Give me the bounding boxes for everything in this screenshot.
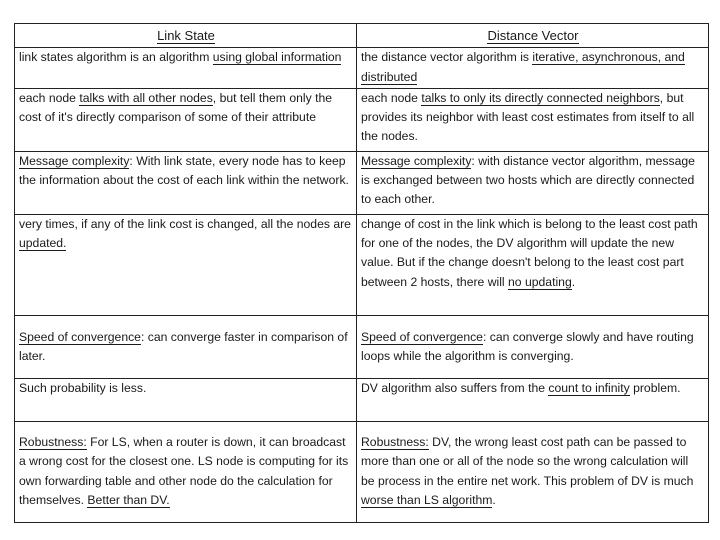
header-cell-left	[15, 24, 357, 48]
cell-distance-vector	[357, 214, 709, 315]
underlined-text: no updating	[508, 274, 572, 289]
cell-text: : with distance vector algorithm, message is exchanged between two hosts which are directly connected to each other.	[361, 153, 695, 207]
underlined-text: Message complexity	[19, 153, 130, 168]
cell-text: DV algorithm also suffers from the	[361, 380, 549, 395]
underlined-text: Speed of convergence	[361, 329, 483, 344]
underlined-text: using global information	[212, 50, 342, 65]
cell-link-state	[15, 151, 357, 214]
cell-distance-vector	[357, 48, 709, 89]
table-row	[15, 214, 709, 315]
cell-distance-vector	[357, 151, 709, 214]
cell-link-state	[15, 421, 357, 522]
cell-text: link states algorithm is an algorithm	[19, 50, 213, 65]
comparison-table	[14, 23, 709, 523]
cell-distance-vector	[357, 88, 709, 151]
header-link-state: Link State	[157, 28, 215, 44]
underlined-text: Speed of convergence	[19, 329, 141, 344]
underlined-text: talks with all other nodes	[79, 90, 213, 105]
table-row	[15, 378, 709, 421]
header-distance-vector: Distance Vector	[487, 28, 579, 44]
table-row	[15, 421, 709, 522]
underlined-text: Robustness:	[361, 435, 429, 450]
cell-text: each node	[19, 90, 80, 105]
underlined-text: Message complexity	[361, 153, 472, 168]
cell-link-state	[15, 378, 357, 421]
cell-link-state	[15, 88, 357, 151]
cell-text: problem.	[629, 380, 681, 395]
cell-text: : can converge faster in comparison of later.	[19, 329, 348, 363]
cell-link-state	[15, 316, 357, 379]
cell-text: DV, the wrong least cost path can be passed to more than one or all of the node so the wrong calculation will be process in the entire net work. This problem of DV is much	[361, 435, 694, 488]
cell-text: Such probability is less.	[19, 380, 147, 395]
cell-text: : can converge slowly and have routing loops while the algorithm is converging.	[361, 329, 694, 363]
cell-distance-vector	[357, 421, 709, 522]
cell-link-state	[15, 214, 357, 315]
cell-link-state	[15, 48, 357, 89]
cell-text: .	[492, 493, 496, 508]
cell-distance-vector	[357, 378, 709, 421]
cell-text: change of cost in the link which is belong to the least cost path for one of the nodes, the DV algorithm will update the new value. But if the change doesn't belong to the least cost part between 2 hosts, there will	[361, 216, 698, 289]
cell-text: , but tell them only the cost of it's directly comparison of some of their attribute	[19, 90, 333, 125]
cell-text: For LS, when a router is down, it can broadcast a wrong cost for the closest one. LS node is computing for its own forwarding table and other node do the calculation for themselves.	[19, 435, 349, 508]
table-row	[15, 151, 709, 214]
underlined-text: iterative, asynchronous, and distributed	[361, 50, 685, 84]
cell-text: .	[571, 274, 576, 289]
cell-text: each node	[361, 90, 422, 105]
cell-text: the distance vector algorithm is	[361, 50, 533, 65]
table-row	[15, 316, 709, 379]
underlined-text: Robustness:	[19, 435, 87, 450]
table-row	[15, 88, 709, 151]
underlined-text: Better than DV.	[87, 493, 170, 508]
table-row	[15, 48, 709, 89]
underlined-text: talks to only its directly connected neighbors	[421, 90, 660, 105]
header-cell-right	[357, 24, 709, 48]
underlined-text: updated.	[19, 235, 67, 250]
cell-text: : With link state, every node has to keep the information about the cost of each link within the network.	[19, 153, 349, 188]
underlined-text: worse than LS algorithm	[361, 493, 493, 508]
header-row	[15, 24, 709, 48]
cell-text: very times, if any of the link cost is changed, all the nodes are	[19, 216, 351, 231]
underlined-text: count to infinity	[548, 380, 630, 395]
cell-text: , but provides its neighbor with least cost estimates from itself to all the nodes.	[361, 90, 695, 144]
cell-distance-vector	[357, 316, 709, 379]
